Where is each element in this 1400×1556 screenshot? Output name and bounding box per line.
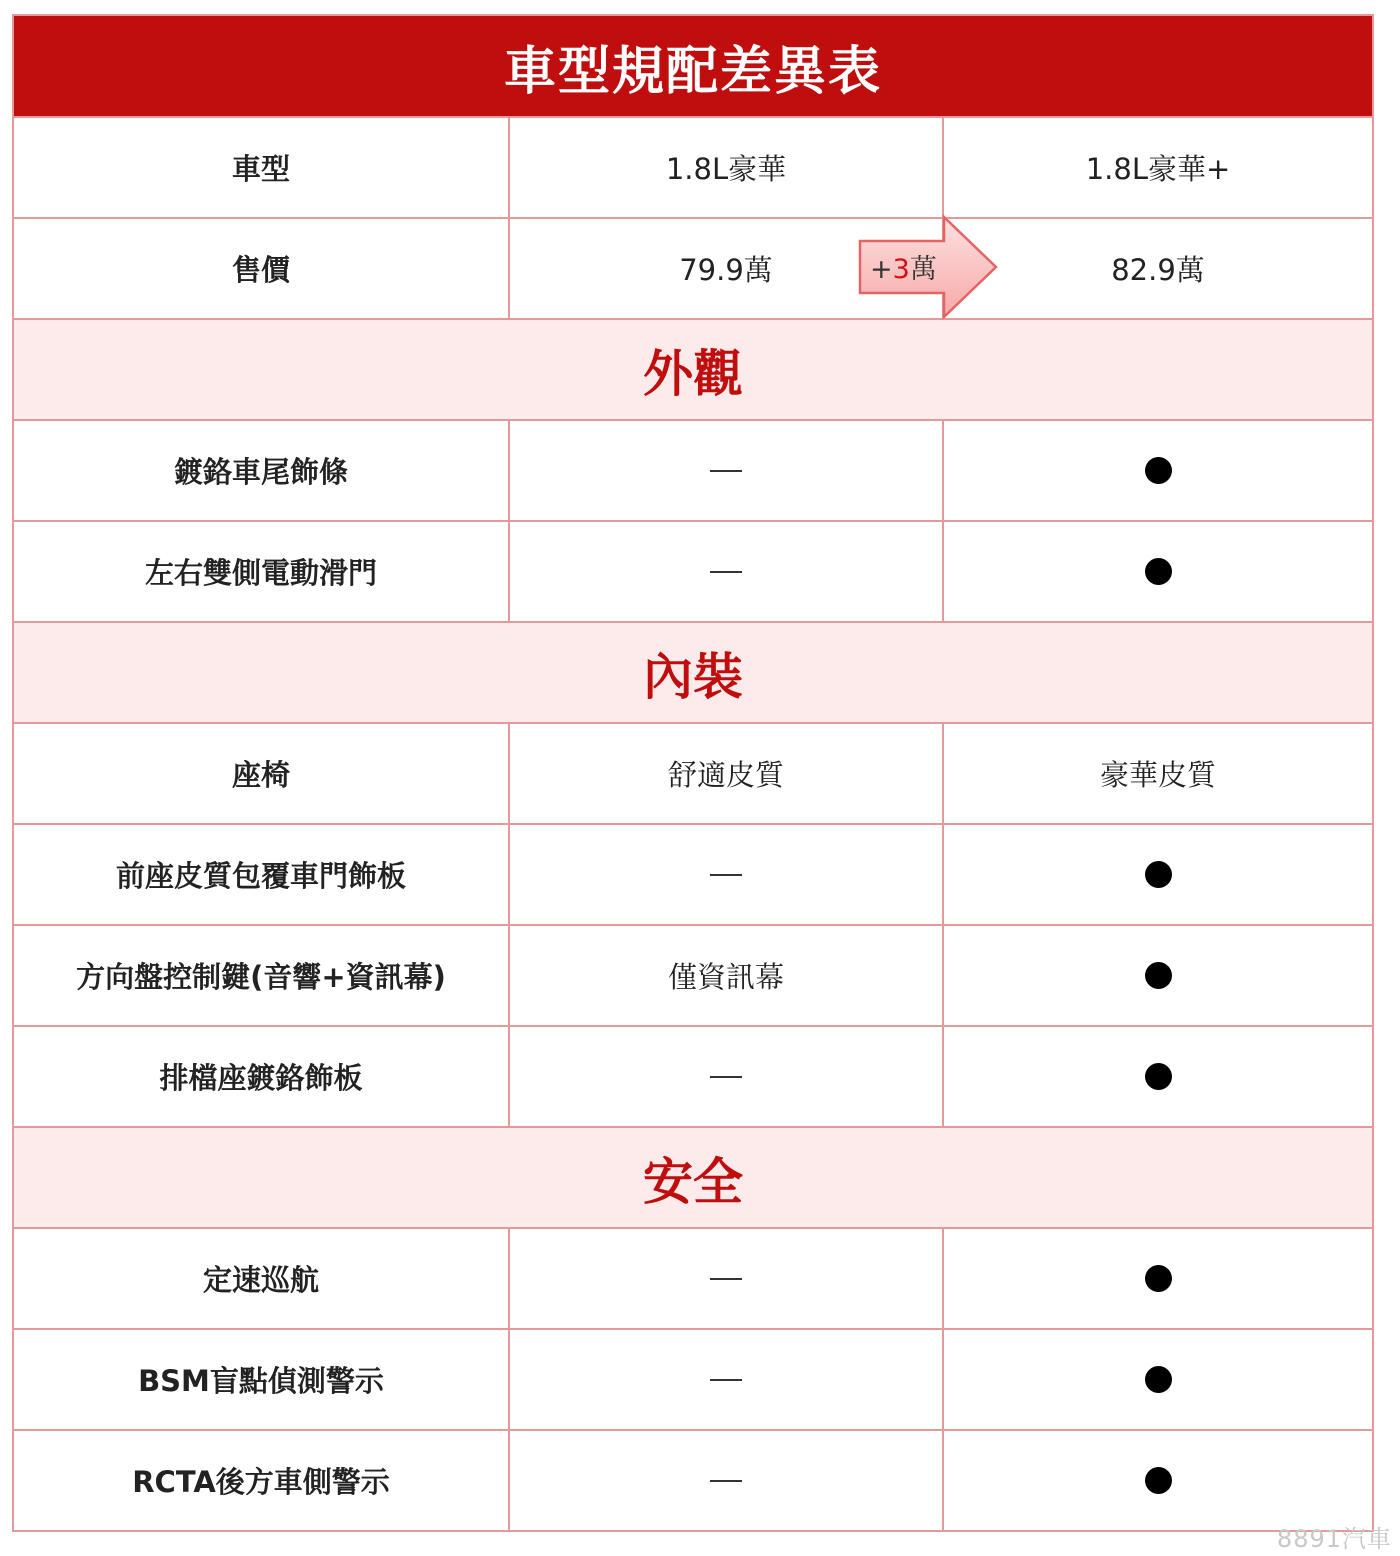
table-row — [14, 823, 1372, 924]
table-row — [14, 1328, 1372, 1429]
filled-dot-icon — [1145, 1265, 1172, 1292]
dash-mark-icon — [710, 1379, 742, 1381]
dash-mark-icon — [710, 874, 742, 876]
feature-label: 定速巡航 — [202, 1263, 319, 1297]
table-row — [14, 924, 1372, 1025]
dash-mark-icon — [710, 1480, 742, 1482]
price-difference-arrow — [856, 213, 1000, 321]
watermark-logo: 8891汽車 — [1276, 1525, 1392, 1553]
feature-label: 座椅 — [231, 758, 290, 792]
section-interior-title: 內裝 — [14, 621, 1372, 722]
filled-dot-icon — [1145, 1366, 1172, 1393]
row-label: 售價 — [231, 253, 290, 287]
filled-dot-icon — [1145, 962, 1172, 989]
filled-dot-icon — [1145, 457, 1172, 484]
trim-b-value: 豪華皮質 — [942, 724, 1372, 823]
filled-dot-icon — [1145, 1467, 1172, 1494]
table-row — [14, 722, 1372, 823]
trim-b-name: 1.8L豪華+ — [942, 118, 1372, 217]
table-row — [14, 520, 1372, 621]
row-label: 車型 — [231, 152, 290, 186]
table-row — [14, 1227, 1372, 1328]
section-safety-title: 安全 — [14, 1126, 1372, 1227]
feature-label: BSM盲點偵測警示 — [138, 1364, 384, 1398]
filled-dot-icon — [1145, 558, 1172, 585]
dash-mark-icon — [710, 1076, 742, 1078]
price-row — [14, 217, 1372, 318]
feature-label: 排檔座鍍鉻飾板 — [159, 1061, 363, 1095]
trim-a-value: 僅資訊幕 — [508, 926, 942, 1025]
feature-label: RCTA後方車側警示 — [132, 1465, 390, 1499]
dash-mark-icon — [710, 571, 742, 573]
table-row — [14, 1025, 1372, 1126]
table-row — [14, 1429, 1372, 1530]
feature-label: 左右雙側電動滑門 — [144, 556, 377, 590]
trim-b-price: 82.9萬 — [942, 219, 1372, 318]
feature-label: 鍍鉻車尾飾條 — [173, 455, 348, 489]
trim-a-name: 1.8L豪華 — [508, 118, 942, 217]
trim-header-row — [14, 116, 1372, 217]
price-difference-label: +3萬 — [870, 254, 937, 285]
dash-mark-icon — [710, 1278, 742, 1280]
feature-label: 方向盤控制鍵(音響+資訊幕) — [76, 960, 446, 994]
feature-label: 前座皮質包覆車門飾板 — [115, 859, 406, 893]
price-value: 79.9萬 — [679, 253, 773, 287]
table-row — [14, 419, 1372, 520]
table-title: 車型規配差異表 — [14, 16, 1372, 116]
filled-dot-icon — [1145, 1063, 1172, 1090]
section-exterior-title: 外觀 — [14, 318, 1372, 419]
trim-a-value: 舒適皮質 — [508, 724, 942, 823]
filled-dot-icon — [1145, 861, 1172, 888]
spec-comparison-table — [12, 14, 1374, 1532]
trim-a-price — [508, 219, 942, 318]
dash-mark-icon — [710, 470, 742, 472]
